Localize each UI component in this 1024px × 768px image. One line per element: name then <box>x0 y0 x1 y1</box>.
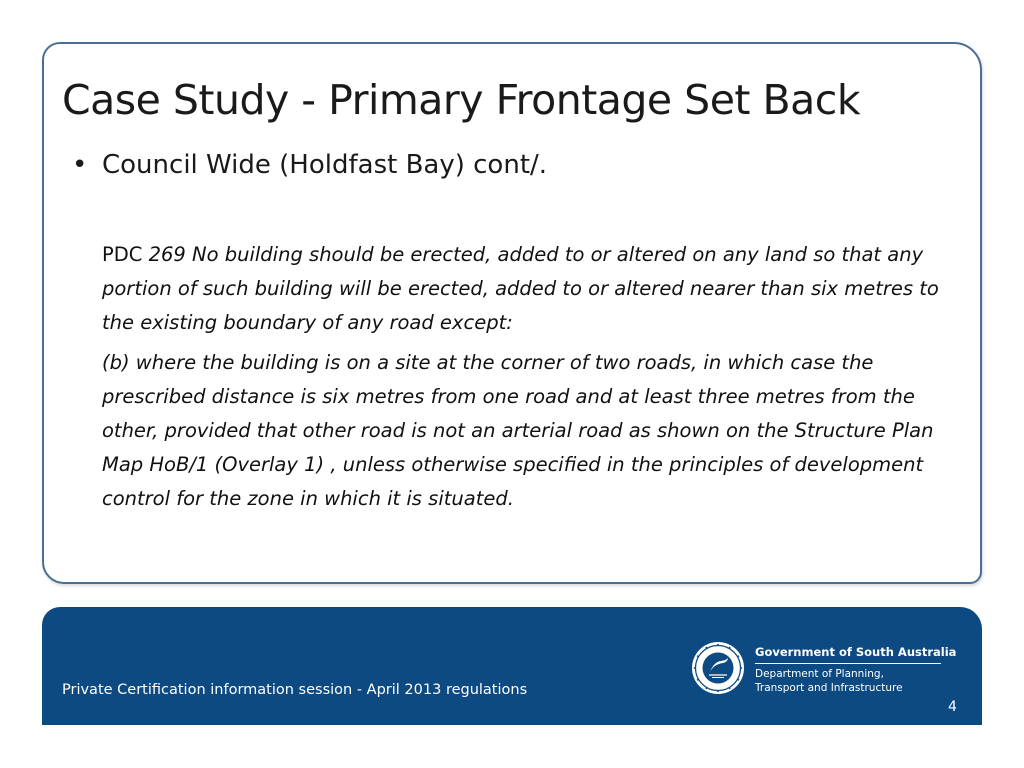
bullet-marker: • <box>72 150 88 180</box>
government-logo <box>690 640 957 700</box>
pdc-prefix: PDC <box>102 243 149 266</box>
bullet-text: Council Wide (Holdfast Bay) cont/. <box>102 150 548 180</box>
page-number: 4 <box>948 699 957 715</box>
pdc-text: 269 No building should be erected, added to or altered on any land so that any portion of such building will be erected, added to or altered nearer than six metres to the existing boundary of any road except: <box>102 243 939 334</box>
clause-b-paragraph: (b) where the building is on a site at the corner of two roads, in which case the prescribed distance is six metres from one road and at least three metres from the other, provided that other road is not an arterial road as shown on the Structure Plan Map HoB/1 (Overlay 1) , unless otherwise specified in the principles of development control for the zone in which it is situated. <box>102 351 934 510</box>
government-name: Government of South Australia <box>755 645 957 659</box>
logo-divider <box>755 663 941 664</box>
department-line-1: Department of Planning, <box>755 668 884 680</box>
south-australia-emblem-icon <box>690 640 746 696</box>
slide-title: Case Study - Primary Frontage Set Back <box>62 76 861 124</box>
pdc-paragraph <box>102 238 964 340</box>
department-line-2: Transport and Infrastructure <box>755 682 903 694</box>
bullet-item <box>72 150 547 180</box>
footer-text: Private Certification information session - April 2013 regulations <box>62 682 528 698</box>
